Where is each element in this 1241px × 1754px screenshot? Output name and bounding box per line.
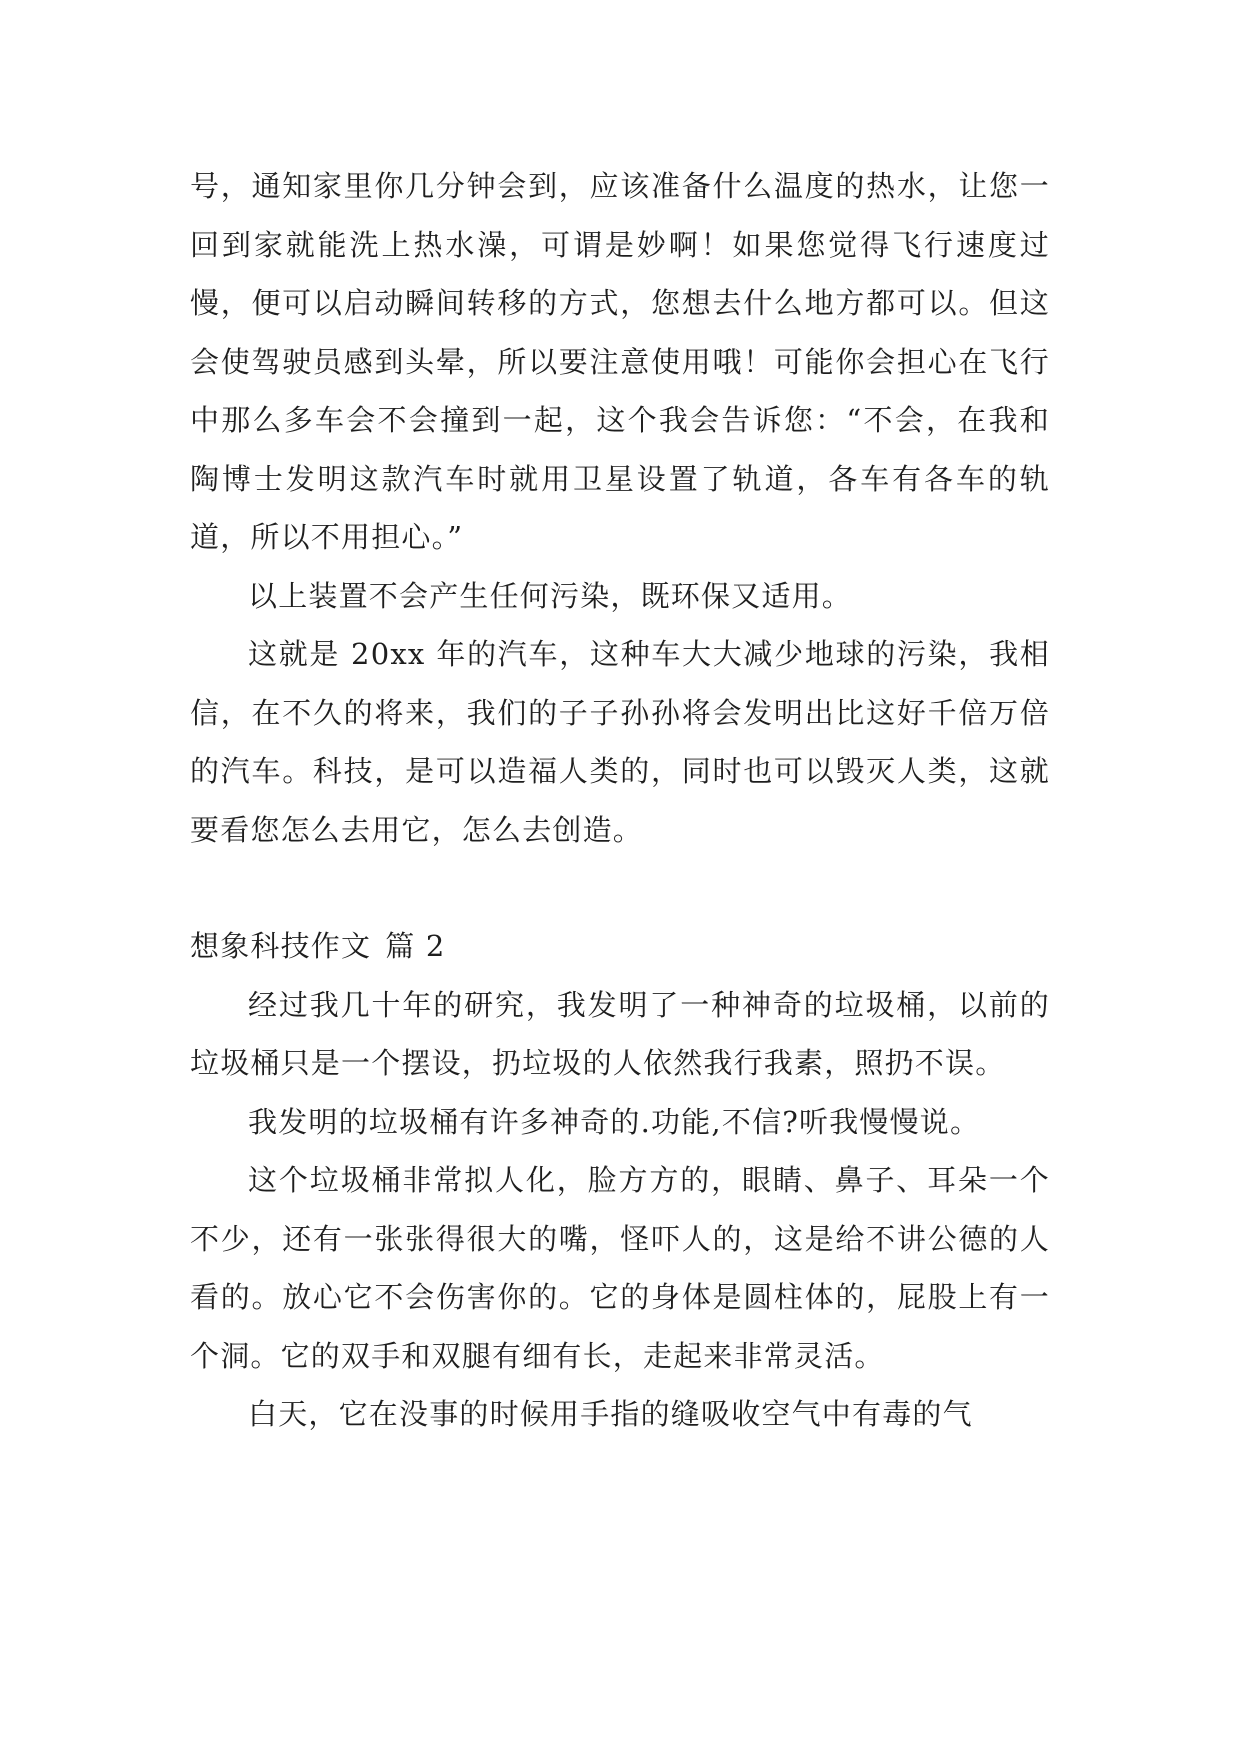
heading-title: 想象科技作文 [190, 929, 372, 963]
section-heading [190, 917, 1050, 976]
paragraph-6: 这个垃圾桶非常拟人化，脸方方的，眼睛、鼻子、耳朵一个不少，还有一张张得很大的嘴，怪吓人的，这是给不讲公德的人看的。放心它不会伤害你的。它的身体是圆柱体的，屁股上有一个洞。它的双手和双腿有细有长，走起来非常灵活。 [190, 1163, 1050, 1373]
paragraph-5: 我发明的垃圾桶有许多神奇的.功能,不信?听我慢慢说。 [248, 1104, 981, 1139]
paragraph-7: 白天，它在没事的时候用手指的缝吸收空气中有毒的气 [248, 1397, 973, 1431]
paragraph-3: 这就是 20xx 年的汽车，这种车大大减少地球的污染，我相信，在不久的将来，我们的子子孙孙将会发明出比这好千倍万倍的汽车。科技，是可以造福人类的，同时也可以毁灭人类，这就要看您怎么去用它，怎么去创造。 [190, 637, 1050, 847]
paragraph-1: 号，通知家里你几分钟会到，应该准备什么温度的热水，让您一回到家就能洗上热水澡，可谓是妙啊！如果您觉得飞行速度过慢，便可以启动瞬间转移的方式，您想去什么地方都可以。但这会使驾驶员感到头晕，所以要注意使用哦！可能你会担心在飞行中那么多车会不会撞到一起，这个我会告诉您：“不会，在我和陶博士发明这款汽车时就用卫星设置了轨道，各车有各车的轨道，所以不用担心。” [190, 169, 1050, 554]
heading-part: 篇 2 [385, 929, 446, 963]
paragraph-2: 以上装置不会产生任何污染，既环保又适用。 [248, 578, 853, 613]
document-body [190, 157, 1050, 1444]
paragraph-4: 经过我几十年的研究，我发明了一种神奇的垃圾桶，以前的垃圾桶只是一个摆设，扔垃圾的人依然我行我素，照扔不误。 [190, 987, 1050, 1080]
